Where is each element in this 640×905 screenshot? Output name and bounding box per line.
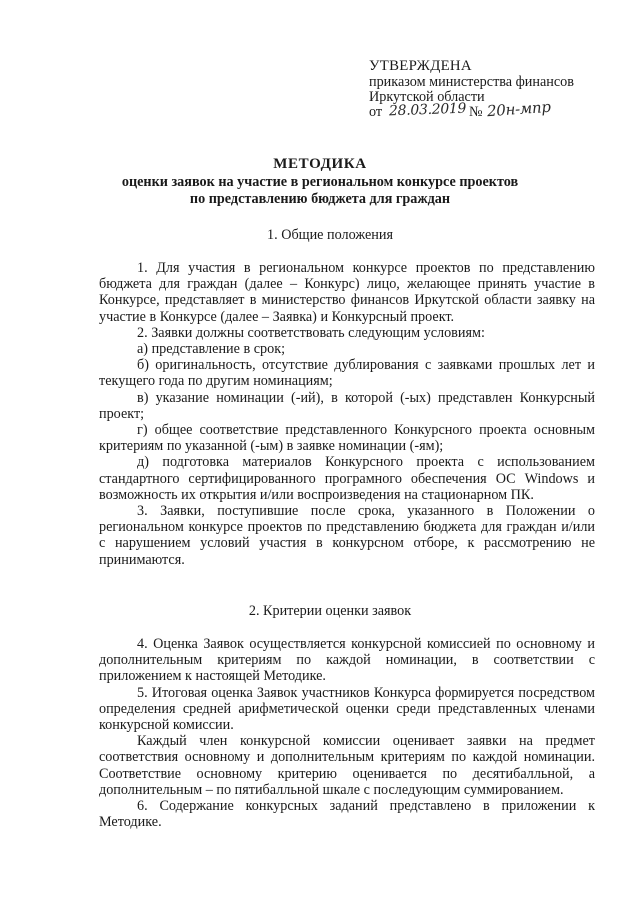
paragraph: г) общее соответствие представленного Конкурсного проекта основным критериям по указанной (-ым) в заявке номинации (-ям);	[99, 422, 595, 455]
paragraph: 6. Содержание конкурсных заданий представлено в приложении к Методике.	[99, 798, 595, 831]
paragraph: д) подготовка материалов Конкурсного проекта с использованием стандартного сертифицированного програмного обеспечения ОС Windows и возможность их открытия и/или воспроизведения на стационарном ПК.	[99, 454, 595, 503]
section1-body	[99, 260, 595, 568]
paragraph: 4. Оценка Заявок осуществляется конкурсной комиссией по основному и дополнительным критериям по каждой номинации, в соответствии с приложением к настоящей Методике.	[99, 636, 595, 685]
paragraph: 5. Итоговая оценка Заявок участников Конкурса формируется посредством определения средней арифметической оценки среди представленных членами конкурсной комиссии.	[99, 684, 595, 734]
approval-stamp	[369, 58, 629, 121]
handwritten-order-number: 20н-мпр	[486, 98, 552, 121]
paragraph: 3. Заявки, поступившие после срока, указанного в Положении о региональном конкурсе проектов по представлению бюджета для граждан и/или с нарушением условий участия в конкурсном отборе, к рассмотрению не принимаются.	[99, 503, 595, 568]
approval-region-line: Иркутской области	[369, 89, 485, 106]
approval-order-line: приказом министерства финансов	[369, 74, 574, 90]
document-subtitle-line1: оценки заявок на участие в региональном конкурсе проектов	[121, 174, 519, 190]
section1-heading: 1. Общие положения	[267, 227, 393, 243]
approval-title: УТВЕРЖДЕНА	[369, 58, 472, 74]
paragraph: 1. Для участия в региональном конкурсе проектов по представлению бюджета для граждан (далее – Конкурс) лицо, желающее принять участие в Конкурсе, представляет в министерство финансов Иркутской области заявку на участие в Конкурсе (далее – Заявка) и Конкурсный проект.	[99, 260, 595, 325]
section2-heading: 2. Критерии оценки заявок	[248, 603, 412, 619]
paragraph: в) указание номинации (-ий), в которой (-ых) представлен Конкурсный проект;	[99, 389, 595, 422]
approval-date-number-row	[369, 98, 629, 121]
number-sign: №	[469, 104, 483, 121]
document-title: МЕТОДИКА	[273, 156, 367, 172]
handwritten-date: 28.03.2019	[388, 101, 467, 120]
paragraph: б) оригинальность, отсутствие дублирования с заявками прошлых лет и текущего года по другим номинациям;	[99, 357, 595, 390]
paragraph: Каждый член конкурсной комиссии оценивает заявки на предмет соответствия основному и дополнительным критериям по каждой номинации. Соответствие основному критерию оценивается по десятибалльной, а дополнительным – по пятибалльной шкале с последующим суммированием.	[99, 733, 595, 798]
paragraph: 2. Заявки должны соответствовать следующим условиям:	[137, 324, 485, 341]
document-subtitle-line2: по представлению бюджета для граждан	[189, 191, 451, 207]
section2-body	[99, 636, 595, 830]
approval-prefix: от	[369, 104, 383, 121]
paragraph: а) представление в срок;	[137, 341, 286, 358]
